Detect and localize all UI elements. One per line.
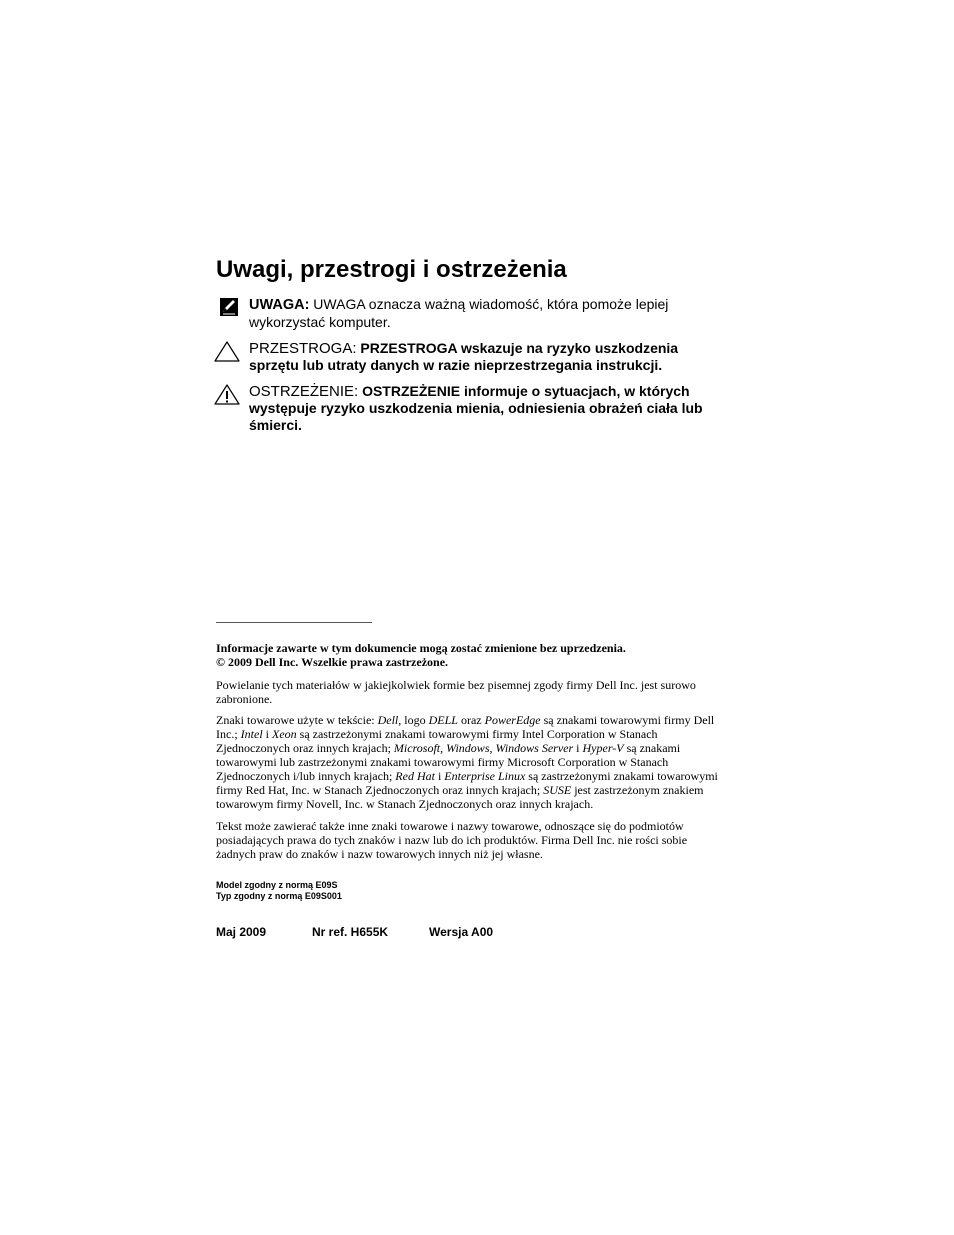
tm-poweredge: PowerEdge bbox=[484, 713, 541, 727]
warning-label: OSTRZEŻENIE: bbox=[249, 383, 359, 400]
note-text: UWAGA oznacza ważną wiadomość, która pomoże lepiej wykorzystać komputer. bbox=[249, 296, 669, 330]
tm-xeon: Xeon bbox=[272, 727, 297, 741]
tm-dell-logo: DELL bbox=[428, 713, 458, 727]
caution-body bbox=[249, 340, 719, 374]
tm-text: są znakami towarowymi lub zastrzeżonymi znakami towarowymi firmy Microsoft Corporation w Stanach Zjednoczonych i/lub innych krajach; bbox=[216, 741, 681, 783]
note-label: UWAGA: bbox=[249, 297, 310, 313]
caution-text: PRZESTROGA wskazuje na ryzyko uszkodzenia sprzętu lub utraty danych w razie nieprzestrzegania instrukcji. bbox=[249, 340, 679, 373]
note-pencil-icon bbox=[212, 296, 242, 320]
tm-redhat: Red Hat bbox=[395, 769, 435, 783]
caution-triangle-icon bbox=[212, 340, 242, 364]
tm-text: i bbox=[573, 741, 583, 755]
footnote-divider bbox=[216, 622, 372, 623]
note-body bbox=[249, 296, 719, 331]
tm-rhel: Enterprise Linux bbox=[444, 769, 526, 783]
tm-text: oraz bbox=[457, 713, 485, 727]
tm-text: i bbox=[262, 727, 272, 741]
caution-label: PRZESTROGA: bbox=[249, 340, 357, 357]
tm-text: są zastrzeżonymi znakami towarowymi firmy Red Hat, Inc. w Stanach Zjednoczonych oraz innych krajach; bbox=[216, 769, 718, 797]
warning-triangle-icon bbox=[212, 383, 242, 407]
legal-header bbox=[216, 641, 721, 669]
tm-text: są zastrzeżonymi znakami towarowymi firmy Intel Corporation w Stanach Zjednoczonych oraz innych krajach; bbox=[216, 727, 658, 755]
warning-text: OSTRZEŻENIE informuje o sytuacjach, w których występuje ryzyko uszkodzenia mienia, odniesienia obrażeń ciała lub śmierci. bbox=[249, 383, 703, 433]
copyright-line: © 2009 Dell Inc. Wszelkie prawa zastrzeżone. bbox=[216, 655, 449, 669]
tm-text: są znakami towarowymi firmy Dell Inc.; bbox=[216, 713, 715, 741]
tm-text: , logo bbox=[398, 713, 429, 727]
tm-text: Znaki towarowe użyte w tekście: bbox=[216, 713, 378, 727]
warning-body bbox=[249, 383, 719, 434]
tm-suse: SUSE bbox=[543, 783, 572, 797]
reproduction-paragraph: Powielanie tych materiałów w jakiejkolwiek formie bez pisemnej zgody firmy Dell Inc. jest surowo zabronione. bbox=[216, 678, 696, 706]
footer-date: Maj 2009 bbox=[216, 925, 267, 939]
tm-dell: Dell bbox=[377, 713, 399, 727]
regulatory-model: Model zgodny z normą E09S bbox=[216, 880, 338, 890]
other-trademarks-paragraph: Tekst może zawierać także inne znaki towarowe i nazwy towarowe, odnoszące się do podmiotów posiadających prawa do tych znaków i nazw lub do ich produktów. Firma Dell Inc. nie rości sobie żadnych praw do znaków i nazw towarowych innych niż jej własne. bbox=[216, 819, 688, 861]
regulatory-model-block bbox=[216, 880, 342, 902]
tm-windows: Windows, Windows Server bbox=[446, 741, 574, 755]
tm-microsoft: Microsoft bbox=[393, 741, 441, 755]
tm-text: jest zastrzeżonym znakiem towarowym firmy Novell, Inc. w Stanach Zjednoczonych oraz innych krajach. bbox=[216, 783, 704, 811]
tm-intel: Intel bbox=[240, 727, 263, 741]
trademarks-paragraph bbox=[216, 713, 721, 811]
tm-text: i bbox=[434, 769, 445, 783]
footer-ref-number: Nr ref. H655K bbox=[312, 925, 389, 939]
footer-version: Wersja A00 bbox=[429, 925, 494, 939]
page-title: Uwagi, przestrogi i ostrzeżenia bbox=[216, 256, 567, 283]
regulatory-type: Typ zgodny z normą E09S001 bbox=[216, 891, 342, 901]
legal-notice-line: Informacje zawarte w tym dokumencie mogą zostać zmienione bez uprzedzenia. bbox=[216, 641, 626, 655]
tm-text: , bbox=[440, 741, 447, 755]
tm-hyperv: Hyper-V bbox=[582, 741, 624, 755]
